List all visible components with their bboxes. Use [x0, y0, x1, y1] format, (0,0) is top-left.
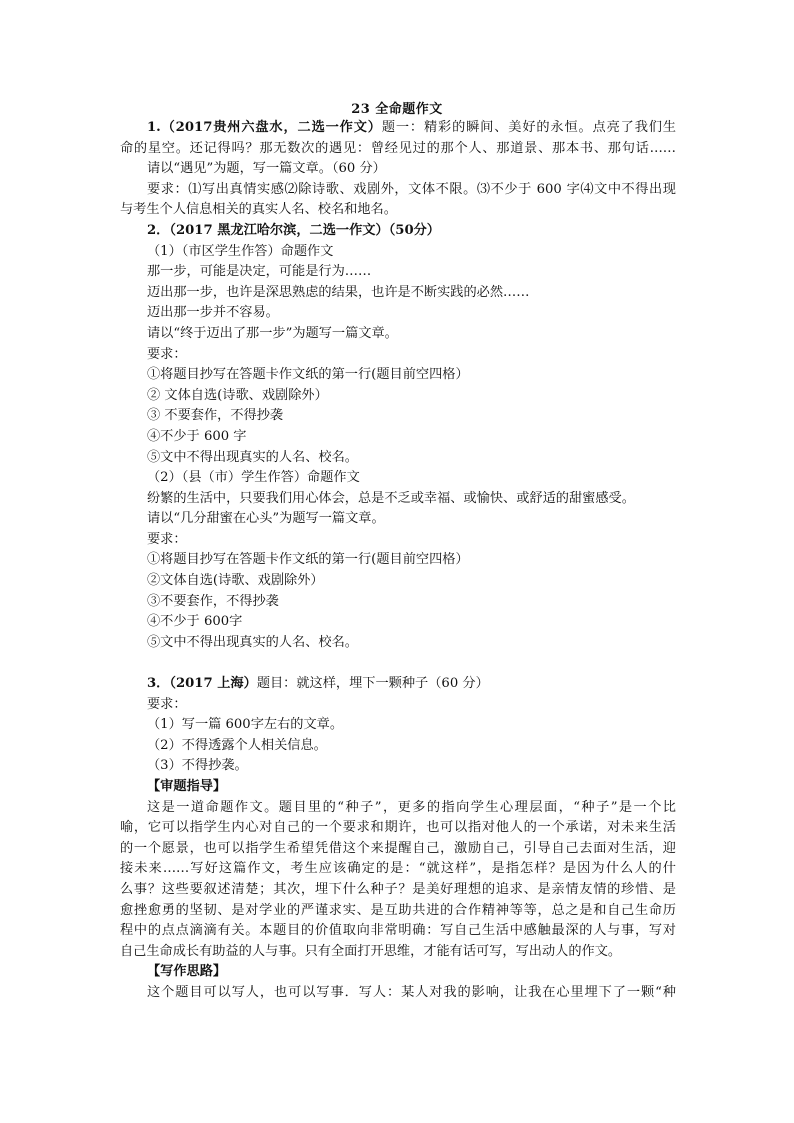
q2-part1-req-1: ①将题目抄写在答题卡作文纸的第一行(题目前空四格）	[147, 367, 469, 383]
q1-line-2: 命的星空。还记得吗？那无数次的遇见：曾经见过的那个人、那道景、那本书、那句话……	[120, 140, 676, 156]
q1-line-4: 要求：⑴写出真情实感⑵除诗歌、戏剧外，文体不限。⑶不少于 600 字⑷文中不得出现	[147, 181, 676, 197]
q3-idea-line-1: 这个题目可以写人，也可以写事．写人：某人对我的影响，让我在心里埋下了一颗“种	[147, 984, 676, 1000]
q3-idea-heading: 【写作思路】	[147, 964, 227, 980]
q3-topic: 题目：就这样，埋下一颗种子（60 分）	[256, 676, 489, 692]
q3-req-3: （3）不得抄袭。	[147, 758, 248, 774]
q2-part1-line-3: 迈出那一步并不容易。	[147, 305, 279, 321]
q2-part2-req-3: ③不要套作，不得抄袭	[147, 593, 279, 609]
q3-guide-line-7: 程中的点点滴滴有关。本题目的价值取向非常明确：写自己生活中感触最深的人与事，写对	[120, 923, 676, 939]
q1-line-3: 请以“遇见”为题，写一篇文章。（60 分）	[147, 161, 386, 177]
q2-part1-req-label: 要求：	[147, 346, 187, 362]
q2-part2-req-1: ①将题目抄写在答题卡作文纸的第一行(题目前空四格）	[147, 552, 469, 568]
document-body	[120, 118, 676, 1004]
q2-heading: 2．（2017 黑龙江哈尔滨，二选一作文）（50分）	[147, 222, 440, 238]
q2-part2-line-1: 纷繁的生活中，只要我们用心体会，总是不乏或幸福、或愉快、或舒适的甜蜜感受。	[147, 490, 635, 506]
q3-guide-line-3: 的一个愿景，也可以指学生希望凭借这个来提醒自己，激励自己，引导自己去面对生活，迎	[120, 840, 676, 856]
q2-part1-line-4: 请以“终于迈出了那一步”为题写一篇文章。	[147, 325, 398, 341]
q2-part2-heading: （2）（县（市）学生作答）命题作文	[147, 470, 360, 486]
q2-part1-req-2: ② 文体自选(诗歌、戏剧除外）	[147, 387, 328, 403]
q2-part1-heading: （1）（市区学生作答）命题作文	[147, 243, 334, 259]
q3-heading	[120, 674, 676, 695]
q3-lead: 3．（2017 上海）	[147, 676, 257, 692]
q3-guide-line-6: 愈挫愈勇的坚韧、是对学业的严谨求实、是互助共进的合作精神等等，总之是和自己生命历	[120, 902, 676, 918]
q3-req-2: （2）不得透露个人相关信息。	[147, 737, 327, 753]
q1-text-1: 题一：精彩的瞬间、美好的永恒。点亮了我们生	[381, 120, 676, 135]
q3-req-label: 要求：	[147, 696, 187, 712]
q3-guide-line-5: 么事？这些要叙述清楚；其次，埋下什么种子？是美好理想的追求、是亲情友情的珍惜、是	[120, 881, 676, 897]
q1-lead: 1.（2017贵州六盘水，二选一作文）	[147, 120, 382, 135]
section-spacer	[120, 653, 676, 674]
document-title: 23 全命题作文	[351, 102, 443, 117]
q3-guide-line-4: 接未来……写好这篇作文，考生应该确定的是：“就这样”，是指怎样？是因为什么人的什	[120, 861, 676, 877]
q2-part2-req-label: 要求：	[147, 531, 187, 547]
q2-part2-req-2: ②文体自选(诗歌、戏剧除外）	[147, 573, 324, 589]
q2-part2-req-5: ⑤文中不得出现真实的人名、校名。	[147, 634, 358, 650]
q1-line-5: 与考生个人信息相关的真实人名、校名和地名。	[120, 202, 397, 218]
q3-req-1: （1）写一篇 600字左右的文章。	[147, 717, 344, 733]
q2-part2-line-2: 请以“几分甜蜜在心头”为题写一篇文章。	[147, 511, 385, 527]
q2-part1-line-1: 那一步，可能是决定，可能是行为……	[147, 264, 372, 280]
q1-line-1	[120, 118, 676, 139]
q3-guide-line-1: 这是一道命题作文。题目里的“种子”，更多的指向学生心理层面，“种子”是一个比	[147, 799, 676, 815]
q2-part1-req-3: ③ 不要套作，不得抄袭	[147, 408, 284, 424]
q2-part1-line-2: 迈出那一步，也许是深思熟虑的结果，也许是不断实践的必然……	[147, 284, 530, 300]
q2-part2-req-4: ④不少于 600字	[147, 614, 243, 630]
q2-part1-req-4: ④不少于 600 字	[147, 428, 247, 444]
q3-guide-line-2: 喻，它可以指学生内心对自己的一个要求和期许，也可以指对他人的一个承诺，对未来生活	[120, 820, 676, 836]
q3-guide-heading: 【审题指导】	[147, 779, 227, 794]
q3-guide-line-8: 自己生命成长有助益的人与事。只有全面打开思维，才能有话可写，写出动人的作文。	[120, 943, 622, 959]
q2-part1-req-5: ⑤文中不得出现真实的人名、校名。	[147, 449, 358, 465]
